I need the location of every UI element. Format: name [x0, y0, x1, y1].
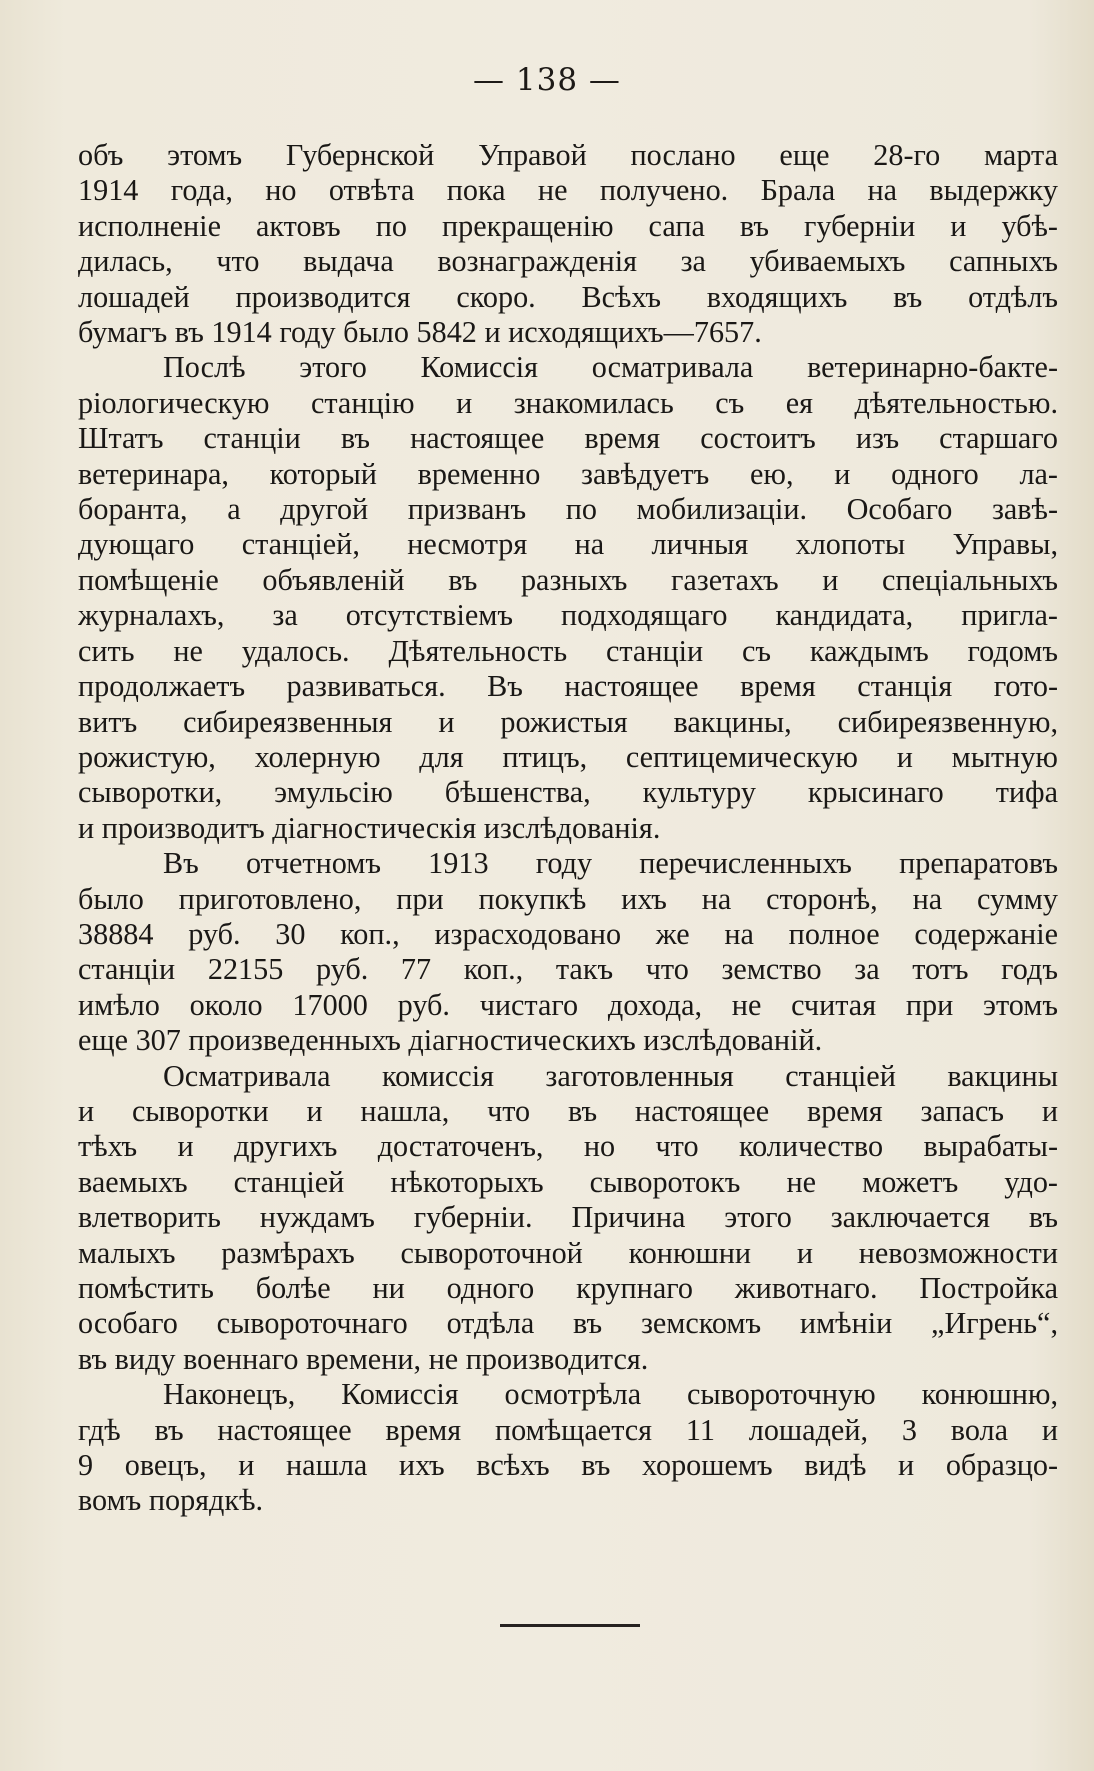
text-line: 38884 руб. 30 коп., израсходовано же на полное содержаніе	[78, 916, 1058, 951]
text-line: помѣщеніе объявленій въ разныхъ газетахъ и спеціальныхъ	[78, 562, 1058, 597]
text-line: объ этомъ Губернской Управой послано еще 28-го марта	[78, 138, 1058, 172]
text-line: сыворотки, эмульсію бѣшенства, культуру крысинаго тифа	[78, 775, 1058, 810]
paragraph-4	[78, 1059, 1058, 1378]
text-line: малыхъ размѣрахъ сывороточной конюшни и невозможности	[78, 1235, 1058, 1270]
text-line: Въ отчетномъ 1913 году перечисленныхъ препаратовъ	[163, 846, 1058, 881]
text-line: станціи 22155 руб. 77 коп., такъ что земство за тотъ годъ	[78, 952, 1058, 987]
text-line: 1914 года, но отвѣта пока не получено. Брала на выдержку	[78, 173, 1058, 208]
paragraph-2	[78, 350, 1058, 846]
text-line: особаго сывороточнаго отдѣла въ земскомъ имѣніи „Игрень“,	[78, 1306, 1058, 1341]
text-line: рожистую, холерную для птицъ, септицемическую и мытную	[78, 739, 1058, 774]
text-line: и производитъ діагностическія изслѣдованія.	[78, 810, 661, 845]
text-line: еще 307 произведенныхъ діагностическихъ изслѣдованій.	[78, 1023, 823, 1058]
text-line: въ виду военнаго времени, не производится.	[78, 1341, 649, 1376]
text-line: Осматривала комиссія заготовленныя станціей вакцины	[163, 1058, 1058, 1093]
text-line: ваемыхъ станціей нѣкоторыхъ сыворотокъ не можетъ удо-	[78, 1164, 1058, 1199]
text-line: бумагъ въ 1914 году было 5842 и исходящихъ—7657.	[78, 315, 762, 350]
text-line: лошадей производится скоро. Всѣхъ входящихъ въ отдѣлъ	[78, 279, 1058, 314]
text-line: влетворить нуждамъ губерніи. Причина этого заключается въ	[78, 1200, 1058, 1235]
text-line: дилась, что выдача вознагражденія за убиваемыхъ сапныхъ	[78, 244, 1058, 279]
body-text	[78, 138, 1058, 1519]
text-line: Штатъ станціи въ настоящее время состоитъ изъ старшаго	[78, 421, 1058, 456]
paragraph-1	[78, 138, 1058, 350]
page-number: — 138 —	[473, 62, 621, 98]
text-line: Наконецъ, Комиссія осмотрѣла сывороточную конюшню,	[163, 1377, 1058, 1412]
text-line: витъ сибиреязвенныя и рожистыя вакцины, сибиреязвенную,	[78, 704, 1058, 739]
text-line: помѣстить болѣе ни одного крупнаго животнаго. Постройка	[78, 1271, 1058, 1305]
text-line: ріологическую станцію и знакомилась съ ея дѣятельностью.	[78, 385, 1058, 420]
end-rule	[500, 1624, 640, 1627]
text-line: продолжаетъ развиваться. Въ настоящее время станція гото-	[78, 669, 1058, 704]
text-line: имѣло около 17000 руб. чистаго дохода, не считая при этомъ	[78, 987, 1058, 1022]
text-line: гдѣ въ настоящее время помѣщается 11 лошадей, 3 вола и	[78, 1412, 1058, 1447]
paragraph-3	[78, 846, 1058, 1058]
text-line: исполненіе актовъ по прекращенію сапа въ губерніи и убѣ-	[78, 208, 1058, 243]
text-line: 9 овецъ, и нашла ихъ всѣхъ въ хорошемъ видѣ и образцо-	[78, 1448, 1058, 1483]
text-line: боранта, а другой призванъ по мобилизаціи. Особаго завѣ-	[78, 492, 1058, 527]
text-line: журналахъ, за отсутствіемъ подходящаго кандидата, пригла-	[78, 598, 1058, 633]
text-line: тѣхъ и другихъ достаточенъ, но что количество вырабаты-	[78, 1129, 1058, 1164]
text-line: было приготовлено, при покупкѣ ихъ на сторонѣ, на сумму	[78, 881, 1058, 916]
text-line: Послѣ этого Комиссія осматривала ветеринарно-бакте-	[163, 350, 1058, 385]
text-line: дующаго станціей, несмотря на личныя хлопоты Управы,	[78, 527, 1058, 562]
text-line: сить не удалось. Дѣятельность станціи съ каждымъ годомъ	[78, 633, 1058, 668]
paragraph-5	[78, 1377, 1058, 1519]
text-line: и сыворотки и нашла, что въ настоящее время запасъ и	[78, 1093, 1058, 1128]
text-line: вомъ порядкѣ.	[78, 1483, 264, 1518]
text-line: ветеринара, который временно завѣдуетъ ею, и одного ла-	[78, 456, 1058, 491]
